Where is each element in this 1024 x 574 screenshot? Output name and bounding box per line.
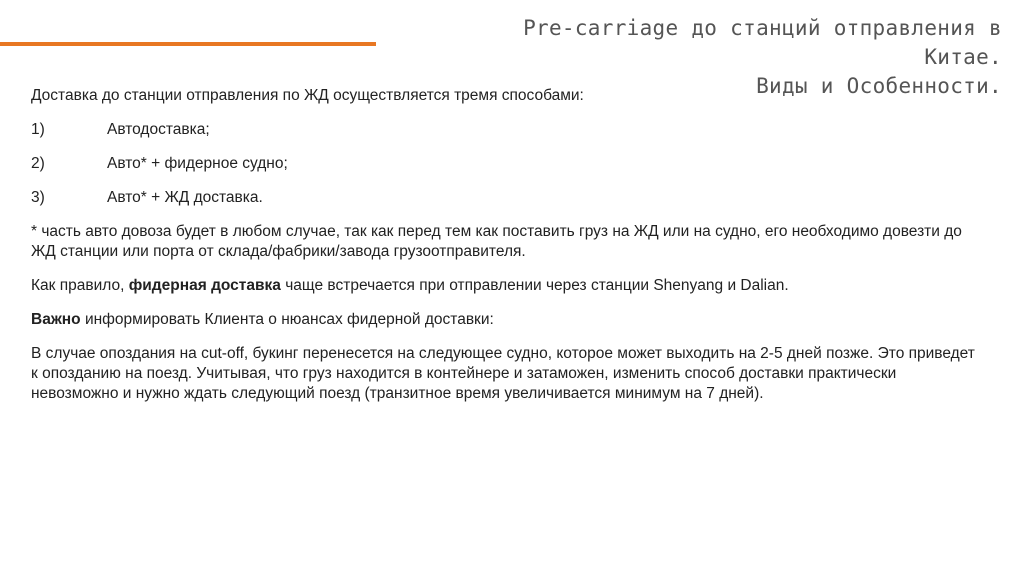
important-rest: информировать Клиента о нюансах фидерной доставки: [80,311,494,328]
method-number: 1) [31,121,45,138]
rule-bold: фидерная доставка [128,277,281,294]
slide-body [31,86,981,418]
accent-line [0,42,376,46]
title-line-3: Виды и Особенности. [756,74,1002,98]
method-text: Автодоставка; [107,121,210,138]
method-item-2 [31,154,981,174]
method-number: 2) [31,155,45,172]
title-line-1: Pre-carriage до станций отправления в [523,16,1002,40]
method-item-1 [31,120,981,140]
rule-prefix: Как правило, [31,277,129,294]
method-number: 3) [31,189,45,206]
method-text: Авто* + фидерное судно; [107,155,288,172]
rule-suffix: чаще встречается при отправлении через станции Shenyang и Dalian. [280,277,789,294]
important-text [31,310,981,330]
footnote-text: * часть авто довоза будет в любом случае, так как перед тем как поставить груз на ЖД или на судно, его необходимо довезти до ЖД станции или порта от склада/фабрики/завода грузоотправителя. [31,223,962,260]
delay-note: В случае опоздания на cut-off, букинг перенесется на следующее судно, которое может выходить на 2-5 дней позже. Это приведет к опозданию на поезд. Учитывая, что груз находится в контейнере и затаможен, изменить способ доставки практически невозможно и нужно ждать следующий поезд (транзитное время увеличивается минимум на 7 дней). [31,345,975,402]
important-bold: Важно [31,311,81,328]
method-text: Авто* + ЖД доставка. [107,189,263,206]
intro-text: Доставка до станции отправления по ЖД осуществляется тремя способами: [31,87,584,104]
method-item-3 [31,188,981,208]
rule-text [31,276,981,296]
title-line-2: Китае. [924,45,1002,69]
